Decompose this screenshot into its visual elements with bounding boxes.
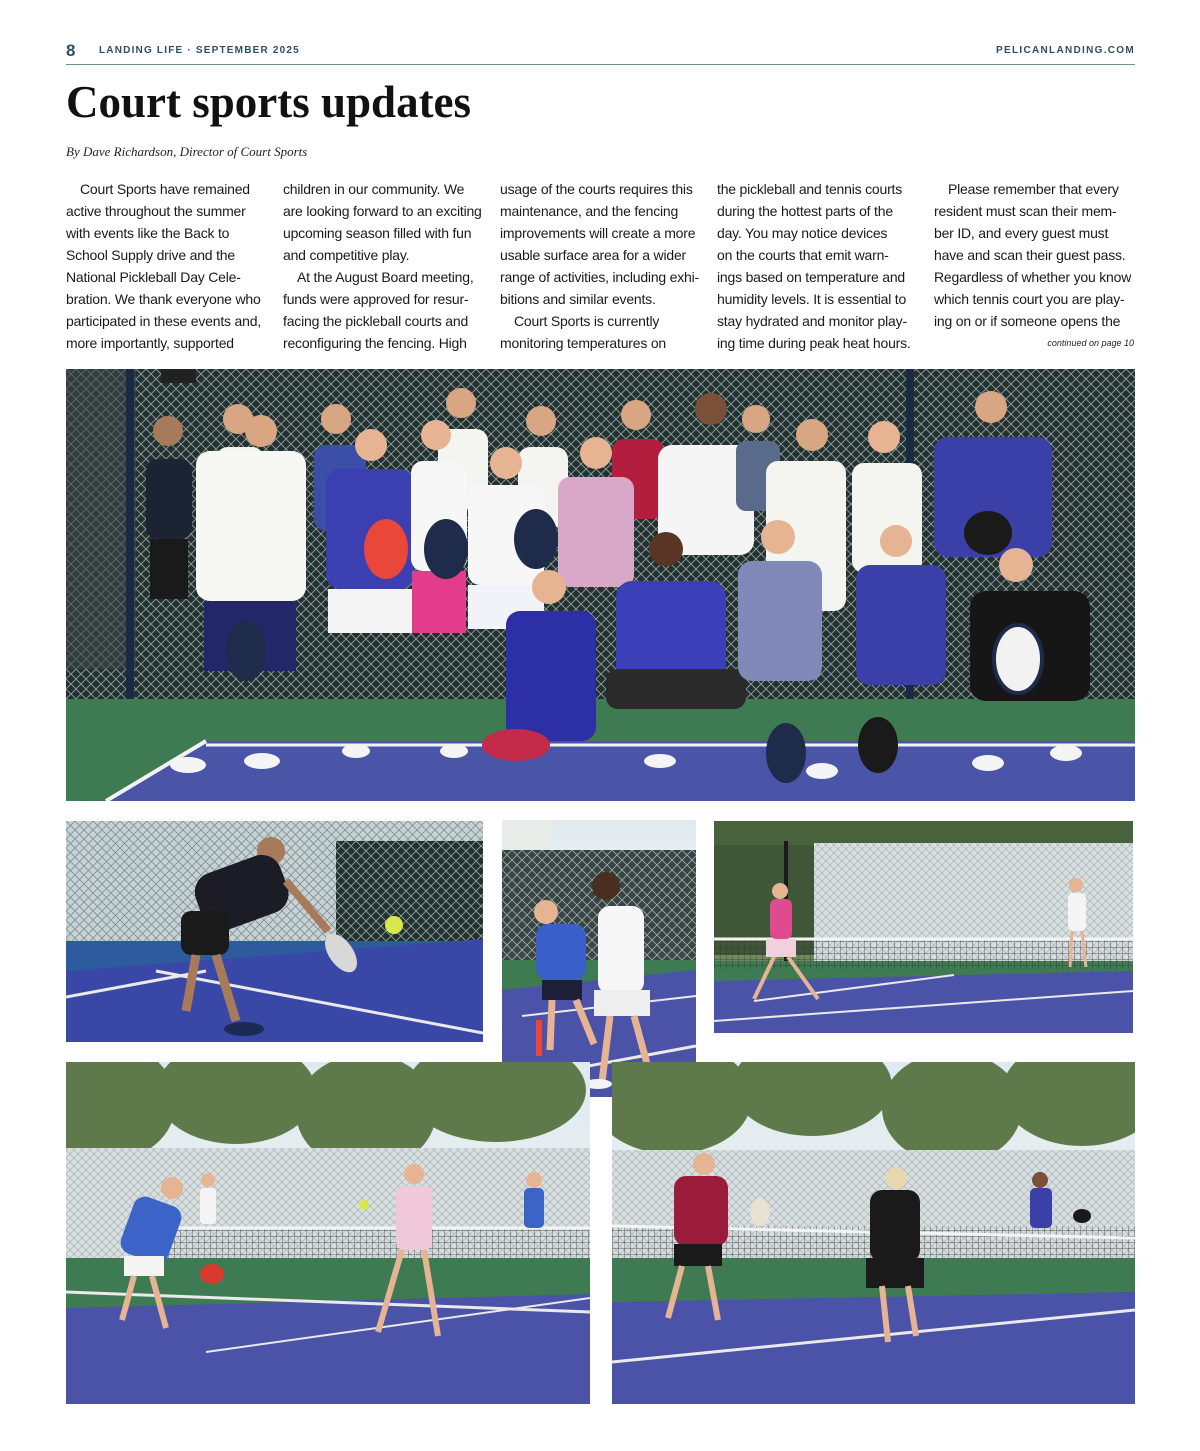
text-line: ber ID, and every guest must [934,225,1109,241]
website-link[interactable]: PELICANLANDING.COM [996,45,1135,56]
photo-two-players [502,820,696,1097]
text-line: active throughout the summer [66,203,246,219]
text-line: Regardless of whether you know [934,269,1132,285]
text-line: more importantly, supported [66,335,234,351]
text-line: usable surface area for a wider [500,247,687,263]
text-line: improvements will create a more [500,225,696,241]
text-line: upcoming season filled with fun [283,225,472,241]
text-column-2 [283,178,488,354]
text-line: stay hydrated and monitor play- [717,313,907,329]
text-line: ing time during peak heat hours. [717,335,911,351]
photo-court-right [612,1062,1135,1404]
text-line: ing on or if someone opens the [934,313,1121,329]
photo-player-ready [66,821,483,1042]
publication-line: LANDING LIFE · SEPTEMBER 2025 [99,45,300,56]
text-line: Court Sports have remained [80,181,250,197]
text-line: are looking forward to an exciting [283,203,482,219]
text-column-5 [934,178,1139,332]
group-photo [66,369,1135,801]
text-line: maintenance, and the fencing [500,203,679,219]
text-line: humidity levels. It is essential to [717,291,907,307]
photo-doubles-net [714,821,1133,1033]
article-byline: By Dave Richardson, Director of Court Sports [66,144,308,159]
text-line: reconfiguring the fencing. High [283,335,467,351]
text-line: and competitive play. [283,247,410,263]
text-line: Court Sports is currently [514,313,660,329]
text-line: National Pickleball Day Cele- [66,269,241,285]
text-line: during the hottest parts of the [717,203,893,219]
page-header [66,40,1135,65]
text-line: participated in these events and, [66,313,261,329]
text-line: School Supply drive and the [66,247,235,263]
text-line: children in our community. We [283,181,465,197]
text-line: bration. We thank everyone who [66,291,261,307]
text-line: At the August Board meeting, [297,269,474,285]
text-column-1 [66,178,271,354]
text-line: Please remember that every [948,181,1119,197]
text-line: with events like the Back to [66,225,230,241]
text-line: range of activities, including exhi- [500,269,700,285]
text-line: day. You may notice devices [717,225,888,241]
page-number: 8 [66,41,76,60]
text-line: which tennis court you are play- [934,291,1125,307]
text-column-4 [717,178,922,354]
text-column-3 [500,178,705,354]
text-line: have and scan their guest pass. [934,247,1126,263]
text-line: on the courts that emit warn- [717,247,889,263]
text-line: bitions and similar events. [500,291,656,307]
text-line: monitoring temperatures on [500,335,666,351]
photo-court-left [66,1062,590,1404]
text-line: the pickleball and tennis courts [717,181,903,197]
text-line: ings based on temperature and [717,269,905,285]
text-line: resident must scan their mem- [934,203,1117,219]
text-line: facing the pickleball courts and [283,313,469,329]
article-title: Court sports updates [66,77,472,127]
continued-note: continued on page 10 [1047,338,1134,348]
text-line: funds were approved for resur- [283,291,469,307]
text-line: usage of the courts requires this [500,181,693,197]
